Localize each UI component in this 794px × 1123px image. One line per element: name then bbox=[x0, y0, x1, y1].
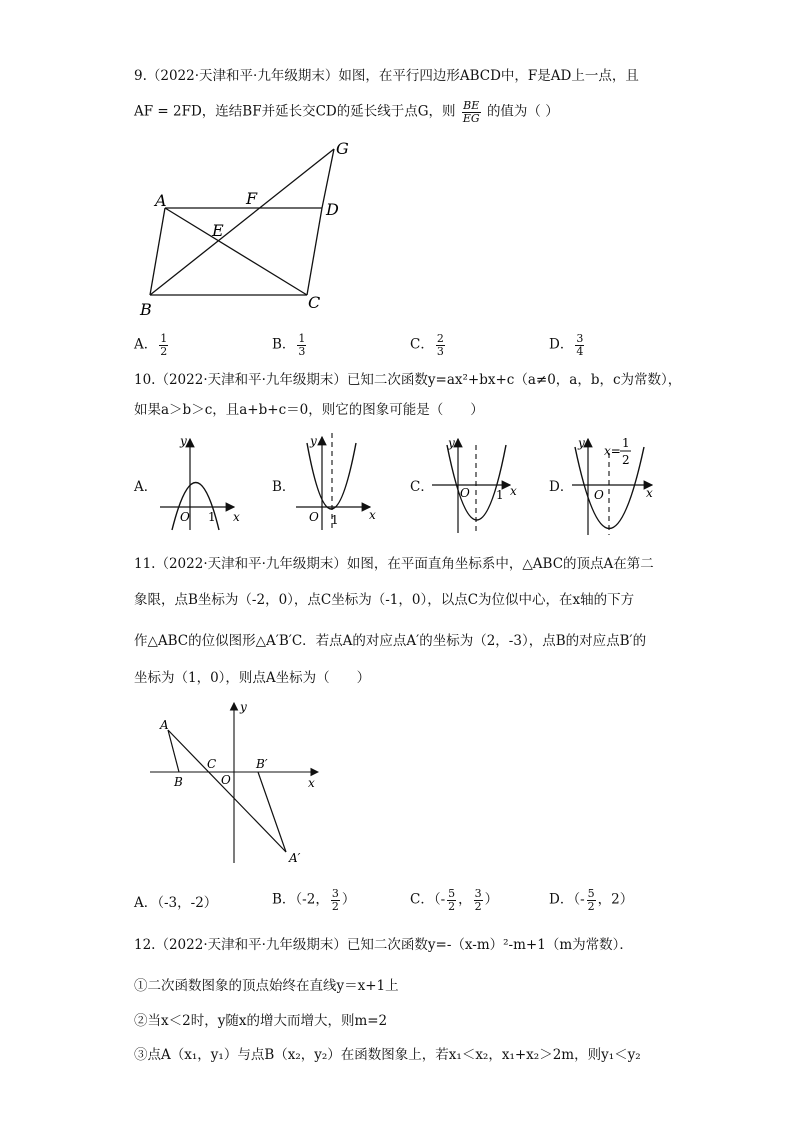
svg-text:O: O bbox=[309, 510, 319, 524]
q9-line2-a: AF = 2FD，连结BF并延长交CD的延长线于点G，则 bbox=[134, 103, 456, 120]
q11-figure bbox=[0, 695, 794, 875]
q11-label-A: A bbox=[160, 718, 169, 732]
svg-text:1: 1 bbox=[622, 436, 630, 450]
q12-statement-1: ①二次函数图象的顶点始终在直线y＝x+1上 bbox=[134, 978, 399, 994]
q10-line2: 如果a＞b＞c，且a+b+c＝0，则它的图象可能是（ ） bbox=[134, 402, 484, 418]
q11-label-B: B bbox=[174, 775, 183, 789]
q11-option-a[interactable]: A．（-3，-2） bbox=[134, 895, 218, 911]
q11-line4: 坐标为（1，0），则点A坐标为（ ） bbox=[134, 670, 371, 686]
svg-text:y: y bbox=[448, 436, 455, 450]
svg-text:x: x bbox=[369, 508, 376, 522]
q9-label-F: F bbox=[246, 189, 258, 208]
q9-label-B: B bbox=[140, 300, 152, 319]
svg-text:y: y bbox=[578, 436, 585, 450]
q9-seg-BG bbox=[150, 149, 334, 295]
q9-seg-AC bbox=[165, 208, 307, 295]
q10-graph-d[interactable] bbox=[572, 436, 653, 535]
q11-line2: 象限，点B坐标为（-2，0），点C坐标为（-1，0），以点C为位似中心，在x轴的下方 bbox=[134, 592, 635, 608]
q12-statement-2: ②当x＜2时，y随x的增大而增大，则m=2 bbox=[134, 1013, 388, 1029]
q11-option-b[interactable]: B．（-2， $\frac{3}{2}$ ） bbox=[272, 887, 356, 913]
q9-label-C: C bbox=[308, 293, 321, 312]
q11-label-y: y bbox=[240, 700, 247, 714]
q12-line1: 12.（2022·天津和平·九年级期末）已知二次函数y=-（x-m）²-m+1（m为常数）． bbox=[134, 937, 633, 953]
q9-option-a[interactable]: A． $\frac{1}{2}$ bbox=[134, 332, 168, 358]
svg-text:y: y bbox=[180, 434, 187, 448]
q9-seg-BA bbox=[150, 208, 165, 295]
svg-text:2: 2 bbox=[622, 453, 630, 467]
q10-graph-a[interactable] bbox=[160, 434, 240, 530]
q9-option-d[interactable]: D． $\frac{3}{4}$ bbox=[549, 332, 584, 358]
q11-line1: 11.（2022·天津和平·九年级期末）如图，在平面直角坐标系中，△ABC的顶点A在第二 bbox=[134, 556, 654, 572]
q11-label-Ap: A′ bbox=[289, 851, 301, 865]
q11-label-C: C bbox=[207, 757, 217, 771]
svg-text:x: x bbox=[646, 486, 653, 500]
q9-option-b[interactable]: B． $\frac{1}{3}$ bbox=[272, 332, 306, 358]
q10-option-b-key[interactable]: B． bbox=[272, 479, 296, 495]
q9-figure bbox=[0, 0, 794, 340]
q10-graphs bbox=[0, 425, 794, 540]
q10-option-a-key[interactable]: A． bbox=[134, 479, 158, 495]
q9-line2-b: 的值为（ ） bbox=[486, 103, 559, 120]
q9-label-E: E bbox=[212, 221, 224, 240]
q9-label-G: G bbox=[336, 139, 349, 158]
q9-frac-den: EG bbox=[462, 111, 480, 125]
q9-label-A: A bbox=[155, 191, 167, 210]
q11-label-x: x bbox=[308, 776, 315, 790]
q12-statement-3: ③点A（x₁，y₁）与点B（x₂，y₂）在函数图象上，若x₁＜x₂，x₁+x₂＞2m，则y₁＜y₂ bbox=[134, 1047, 641, 1063]
q10-line1: 10.（2022·天津和平·九年级期末）已知二次函数y=ax²+bx+c（a≠0，a，b，c为常数）， bbox=[134, 372, 682, 388]
q9-line1: 9.（2022·天津和平·九年级期末）如图，在平行四边形ABCD中，F是AD上一点，且 bbox=[134, 68, 639, 84]
q11-option-d[interactable]: D．（- $\frac{5}{2}$ ，2） bbox=[549, 887, 634, 913]
q11-seg-AAp bbox=[168, 730, 286, 852]
svg-text:y: y bbox=[310, 434, 317, 448]
svg-text:1: 1 bbox=[331, 513, 339, 527]
svg-text:O: O bbox=[180, 510, 190, 524]
q9-label-D: D bbox=[326, 200, 339, 219]
svg-text:x: x bbox=[233, 510, 240, 524]
q11-option-c[interactable]: C．（- $\frac{5}{2}$ ， $\frac{3}{2}$ ） bbox=[410, 887, 499, 913]
q11-seg-BpAp bbox=[258, 772, 286, 852]
q9-frac-num: BE bbox=[463, 99, 480, 112]
svg-text:O: O bbox=[594, 488, 604, 502]
q10-option-c-key[interactable]: C． bbox=[410, 479, 434, 495]
q11-label-Bp: B′ bbox=[256, 757, 268, 771]
svg-text:O: O bbox=[460, 486, 470, 500]
svg-text:x: x bbox=[510, 484, 517, 498]
q10-graph-b[interactable] bbox=[296, 433, 376, 530]
svg-text:1: 1 bbox=[208, 510, 216, 524]
q11-label-O: O bbox=[221, 773, 231, 787]
svg-text:x=: x= bbox=[604, 444, 621, 458]
q9-seg-DC bbox=[307, 208, 322, 295]
q10-graph-c[interactable] bbox=[432, 436, 517, 533]
q11-line3: 作△ABC的位似图形△A′B′C．若点A的对应点A′的坐标为（2，-3），点B的对应点B′的 bbox=[134, 633, 647, 649]
q10-option-d-key[interactable]: D． bbox=[549, 479, 574, 495]
svg-text:1: 1 bbox=[496, 488, 504, 502]
q9-option-c[interactable]: C． $\frac{2}{3}$ bbox=[410, 332, 444, 358]
